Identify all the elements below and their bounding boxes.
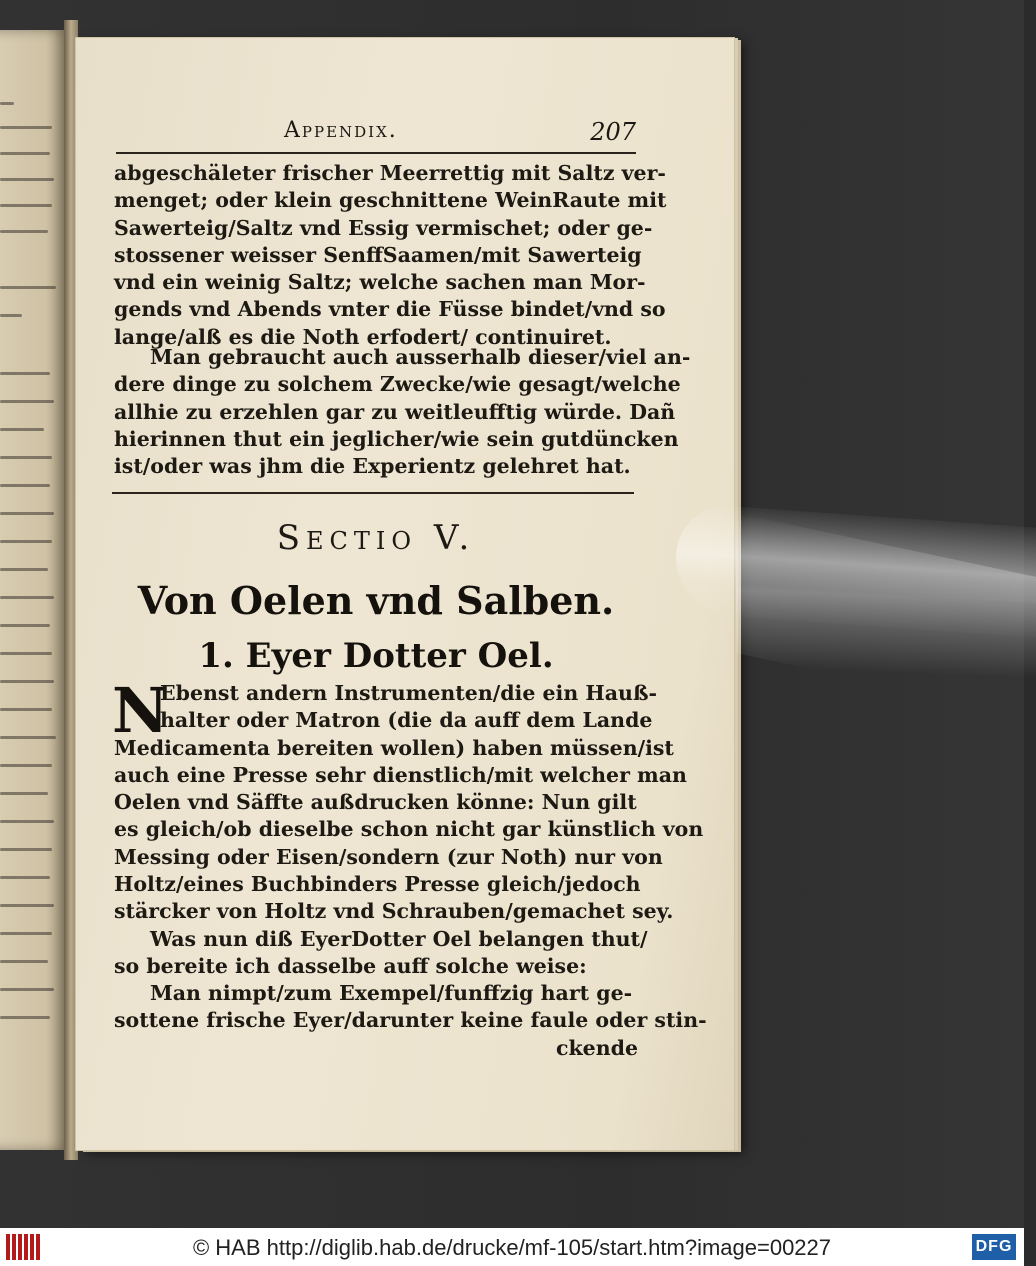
paragraph-1 [114,160,667,351]
paragraph-3 [112,674,704,926]
subheading: 1. Eyer Dotter Oel. [198,636,554,676]
text-line: Messing oder Eisen/sondern (zur Noth) nur von [114,844,663,869]
catchword: ckende [555,1035,638,1060]
text-line: stärcker von Holtz vnd Schrauben/gemachet sey. [114,899,674,924]
text-line: stossener weisser SenffSaamen/mit Sawerteig [114,242,642,267]
facing-page-left [0,30,68,1150]
text-line: Oelen vnd Säffte außdrucken könne: Nun gilt [114,790,637,815]
drop-capital: N [112,674,169,747]
text-line: es gleich/ob dieselbe schon nicht gar künstlich von [114,817,704,842]
chapter-heading: Von Oelen vnd Salben. [137,578,615,623]
text-line: vnd ein weinig Saltz; welche sachen man Mor- [114,270,646,295]
text-line: allhie zu erzehlen gar zu weitleufftig würde. Dañ [114,399,676,424]
header-rule [116,152,636,154]
footer-bar [0,1228,1024,1266]
text-line: Man gebraucht auch ausserhalb dieser/viel an- [150,345,691,369]
text-line: Ebenst andern Instrumenten/die ein Hauß- [160,681,658,705]
text-line: hierinnen thut ein jeglicher/wie sein gutdüncken [114,426,679,451]
dfg-logo-icon: DFG [972,1234,1016,1260]
running-title: Appendix. [284,118,398,143]
paragraph-2 [114,344,691,480]
paragraph-4 [114,926,648,981]
text-line: menget; oder klein geschnittene WeinRaute mit [114,188,667,213]
text-line: Was nun diß EyerDotter Oel belangen thut/ [150,927,648,951]
copyright-link[interactable]: © HAB http://diglib.hab.de/drucke/mf-105/start.htm?image=00227 [192,1235,832,1260]
text-line: ist/oder was jhm die Experientz gelehret hat. [114,454,631,479]
text-line: Holtz/eines Buchbinders Presse gleich/jedoch [114,872,641,897]
section-title: Sectio V. [276,518,476,558]
text-line: Sawerteig/Saltz vnd Essig vermischet; oder ge- [114,215,653,240]
text-line: gends vnd Abends vnter die Füsse bindet/vnd so [114,297,666,322]
text-line: Man nimpt/zum Exempel/funffzig hart ge- [150,981,633,1005]
paragraph-5 [114,980,707,1062]
text-line: abgeschäleter frischer Meerrettig mit Saltz ver- [114,161,666,185]
text-line: sottene frische Eyer/darunter keine faule oder stin- [114,1008,707,1033]
text-line: dere dinge zu solchem Zwecke/wie gesagt/welche [114,372,681,397]
page-number: 207 [590,118,636,146]
text-line: Medicamenta bereiten wollen) haben müssen/ist [114,735,674,760]
text-line: lange/alß es die Noth erfodert/ continuiret. [114,324,612,349]
text-line: so bereite ich dasselbe auff solche weise: [114,954,587,979]
running-head [116,118,636,148]
text-line: auch eine Presse sehr dienstlich/mit welcher man [114,762,687,787]
section-rule [112,492,634,494]
text-line: halter oder Matron (die da auff dem Lande [160,708,653,733]
